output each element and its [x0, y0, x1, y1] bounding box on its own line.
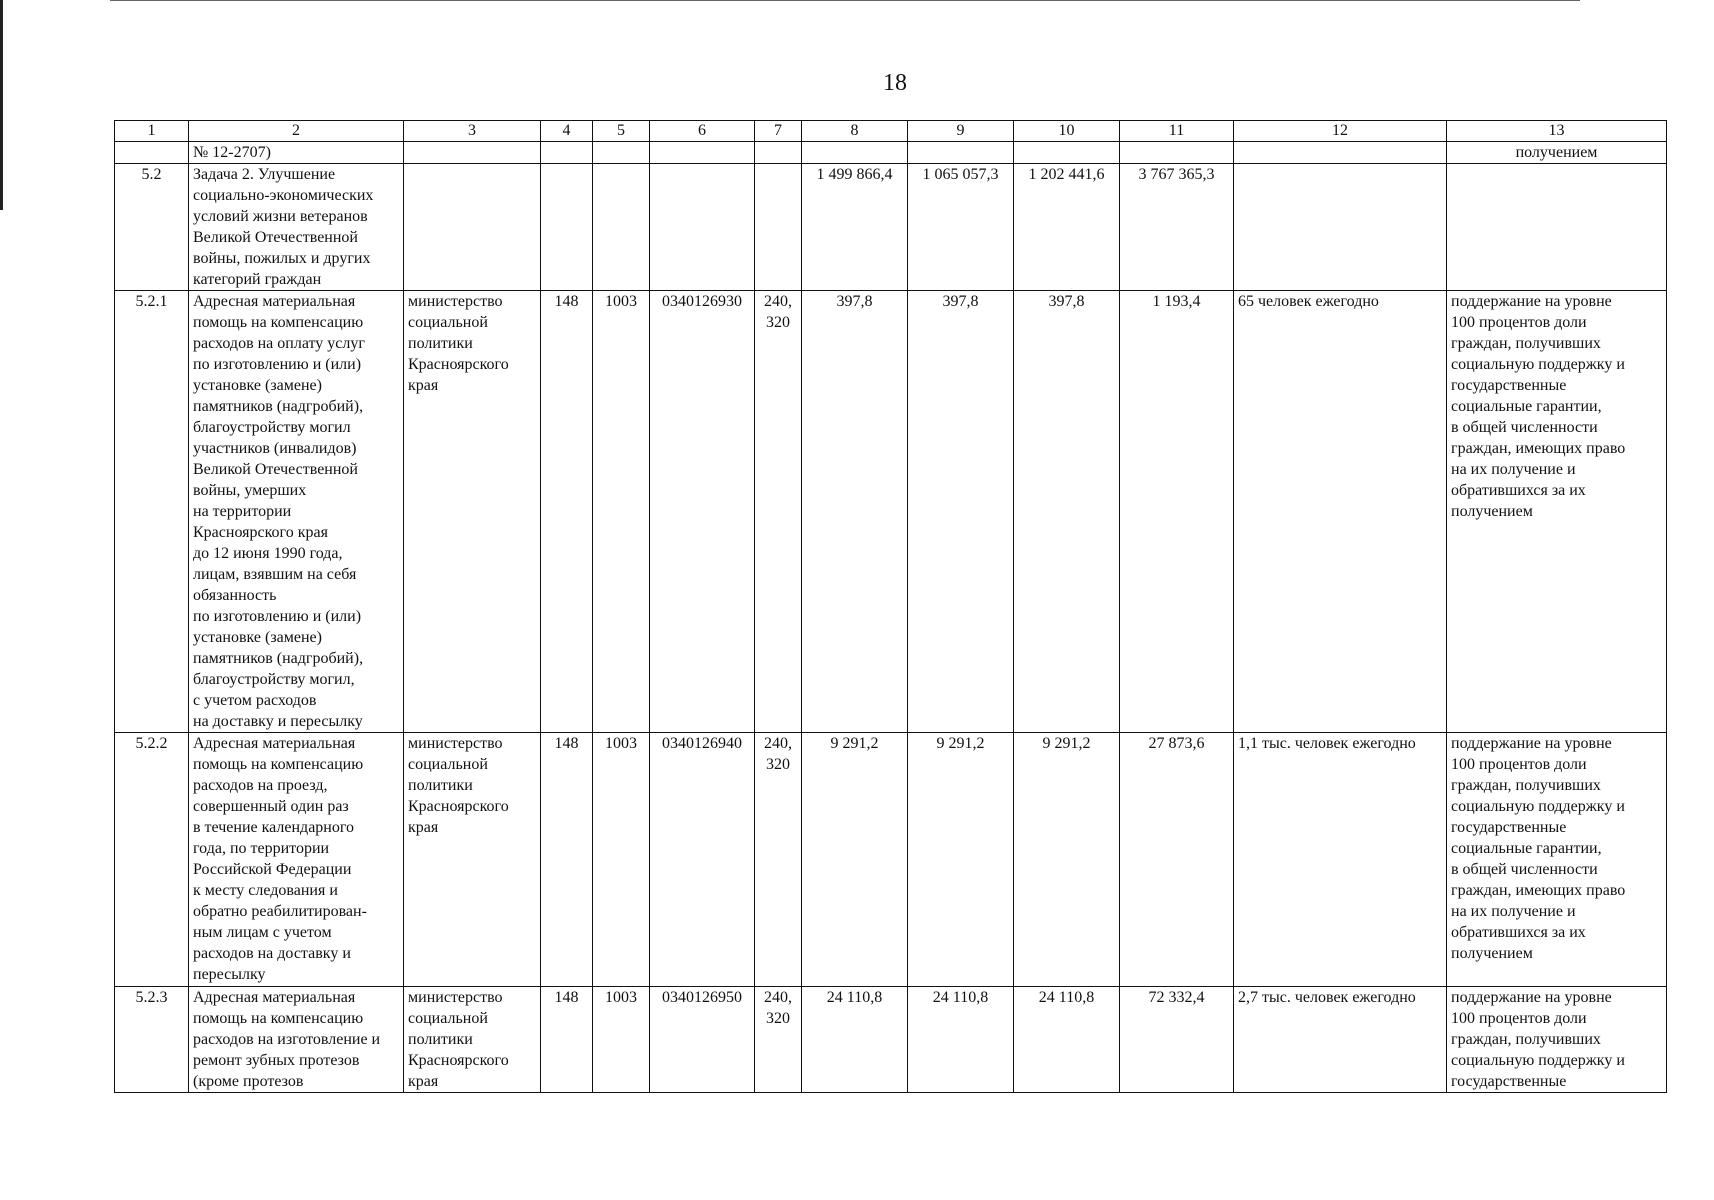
expense-type-cell: 240, 320: [755, 291, 802, 733]
row-number-cell: 5.2.1: [115, 291, 189, 733]
expense-type-cell: 240, 320: [755, 987, 802, 1093]
indicator-cell: поддержание на уровне 100 процентов доли граждан, получивших социальную поддержку и государственные социальные гарантии, в общей численности граждан, имеющих право на их получение и обратившихся за их получением: [1447, 291, 1667, 733]
expected-result-cell: [1234, 164, 1447, 291]
row-number-cell: 5.2: [115, 164, 189, 291]
target-article-cell: [650, 142, 755, 164]
program-activities-table: [114, 120, 1667, 1093]
column-number-header: 4: [541, 121, 593, 142]
activity-name-cell: Адресная материальная помощь на компенсацию расходов на проезд, совершенный один раз в течение календарного года, по территории Российской Федерации к месту следования и обратно реабилитирован- ным лицам с учетом расходов на доставку и пересылку: [189, 733, 404, 987]
responsible-cell: [404, 164, 541, 291]
amount-year2-cell: [908, 142, 1014, 164]
table-row: [115, 142, 1667, 164]
expected-result-cell: [1234, 142, 1447, 164]
responsible-cell: министерство социальной политики Красноярского края: [404, 733, 541, 987]
amount-year1-cell: [802, 142, 908, 164]
column-number-header: 6: [650, 121, 755, 142]
amount-total-cell: 1 193,4: [1120, 291, 1234, 733]
activity-name-cell: Адресная материальная помощь на компенсацию расходов на оплату услуг по изготовлению и (или) установке (замене) памятников (надгробий), благоустройству могил участников (инвалидов) Великой Отечественной войны, умерших на территории Красноярского края до 12 июня 1990 года, лицам, взявшим на себя обязанность по изготовлению и (или) установке (замене) памятников (надгробий), благоустройству могил, с учетом расходов на доставку и пересылку: [189, 291, 404, 733]
column-number-header: 7: [755, 121, 802, 142]
responsible-cell: министерство социальной политики Красноярского края: [404, 987, 541, 1093]
column-number-header: 8: [802, 121, 908, 142]
expense-type-cell: [755, 164, 802, 291]
column-number-header: 12: [1234, 121, 1447, 142]
amount-total-cell: 27 873,6: [1120, 733, 1234, 987]
amount-year3-cell: [1014, 142, 1120, 164]
amount-total-cell: [1120, 142, 1234, 164]
column-number-header: 2: [189, 121, 404, 142]
activity-name-cell: Задача 2. Улучшение социально-экономических условий жизни ветеранов Великой Отечественной войны, пожилых и других категорий граждан: [189, 164, 404, 291]
page-number: 18: [883, 70, 907, 96]
grbs-code-cell: 148: [541, 291, 593, 733]
column-number-header: 10: [1014, 121, 1120, 142]
responsible-cell: министерство социальной политики Красноярского края: [404, 291, 541, 733]
column-number-header: 9: [908, 121, 1014, 142]
table-row: [115, 733, 1667, 987]
amount-year1-cell: 397,8: [802, 291, 908, 733]
amount-total-cell: 72 332,4: [1120, 987, 1234, 1093]
expense-type-cell: [755, 142, 802, 164]
table-row: [115, 987, 1667, 1093]
table-row: [115, 164, 1667, 291]
amount-year3-cell: 24 110,8: [1014, 987, 1120, 1093]
expected-result-cell: 65 человек ежегодно: [1234, 291, 1447, 733]
amount-year3-cell: 9 291,2: [1014, 733, 1120, 987]
row-number-cell: 5.2.3: [115, 987, 189, 1093]
target-article-cell: 0340126950: [650, 987, 755, 1093]
indicator-cell: получением: [1447, 142, 1667, 164]
amount-year2-cell: 1 065 057,3: [908, 164, 1014, 291]
grbs-code-cell: 148: [541, 987, 593, 1093]
section-code-cell: 1003: [593, 987, 650, 1093]
section-code-cell: 1003: [593, 733, 650, 987]
indicator-cell: поддержание на уровне 100 процентов доли граждан, получивших социальную поддержку и государственные социальные гарантии, в общей численности граждан, имеющих право на их получение и обратившихся за их получением: [1447, 733, 1667, 987]
section-code-cell: [593, 164, 650, 291]
activity-name-cell: Адресная материальная помощь на компенсацию расходов на изготовление и ремонт зубных протезов (кроме протезов: [189, 987, 404, 1093]
expected-result-cell: 1,1 тыс. человек ежегодно: [1234, 733, 1447, 987]
target-article-cell: [650, 164, 755, 291]
target-article-cell: 0340126930: [650, 291, 755, 733]
target-article-cell: 0340126940: [650, 733, 755, 987]
grbs-code-cell: [541, 164, 593, 291]
amount-year1-cell: 9 291,2: [802, 733, 908, 987]
column-number-header: 13: [1447, 121, 1667, 142]
section-code-cell: [593, 142, 650, 164]
expected-result-cell: 2,7 тыс. человек ежегодно: [1234, 987, 1447, 1093]
section-code-cell: 1003: [593, 291, 650, 733]
grbs-code-cell: [541, 142, 593, 164]
indicator-cell: [1447, 164, 1667, 291]
column-number-header: 11: [1120, 121, 1234, 142]
amount-year2-cell: 24 110,8: [908, 987, 1014, 1093]
activity-name-cell: № 12-2707): [189, 142, 404, 164]
column-number-header: 3: [404, 121, 541, 142]
amount-year1-cell: 1 499 866,4: [802, 164, 908, 291]
scan-edge: [0, 0, 3, 210]
amount-year3-cell: 1 202 441,6: [1014, 164, 1120, 291]
responsible-cell: [404, 142, 541, 164]
scan-top-line: [110, 0, 1580, 1]
table-header-row: [115, 121, 1667, 142]
column-number-header: 5: [593, 121, 650, 142]
amount-total-cell: 3 767 365,3: [1120, 164, 1234, 291]
row-number-cell: 5.2.2: [115, 733, 189, 987]
amount-year3-cell: 397,8: [1014, 291, 1120, 733]
row-number-cell: [115, 142, 189, 164]
column-number-header: 1: [115, 121, 189, 142]
indicator-cell: поддержание на уровне 100 процентов доли граждан, получивших социальную поддержку и государственные: [1447, 987, 1667, 1093]
amount-year1-cell: 24 110,8: [802, 987, 908, 1093]
table-row: [115, 291, 1667, 733]
expense-type-cell: 240, 320: [755, 733, 802, 987]
amount-year2-cell: 397,8: [908, 291, 1014, 733]
amount-year2-cell: 9 291,2: [908, 733, 1014, 987]
grbs-code-cell: 148: [541, 733, 593, 987]
